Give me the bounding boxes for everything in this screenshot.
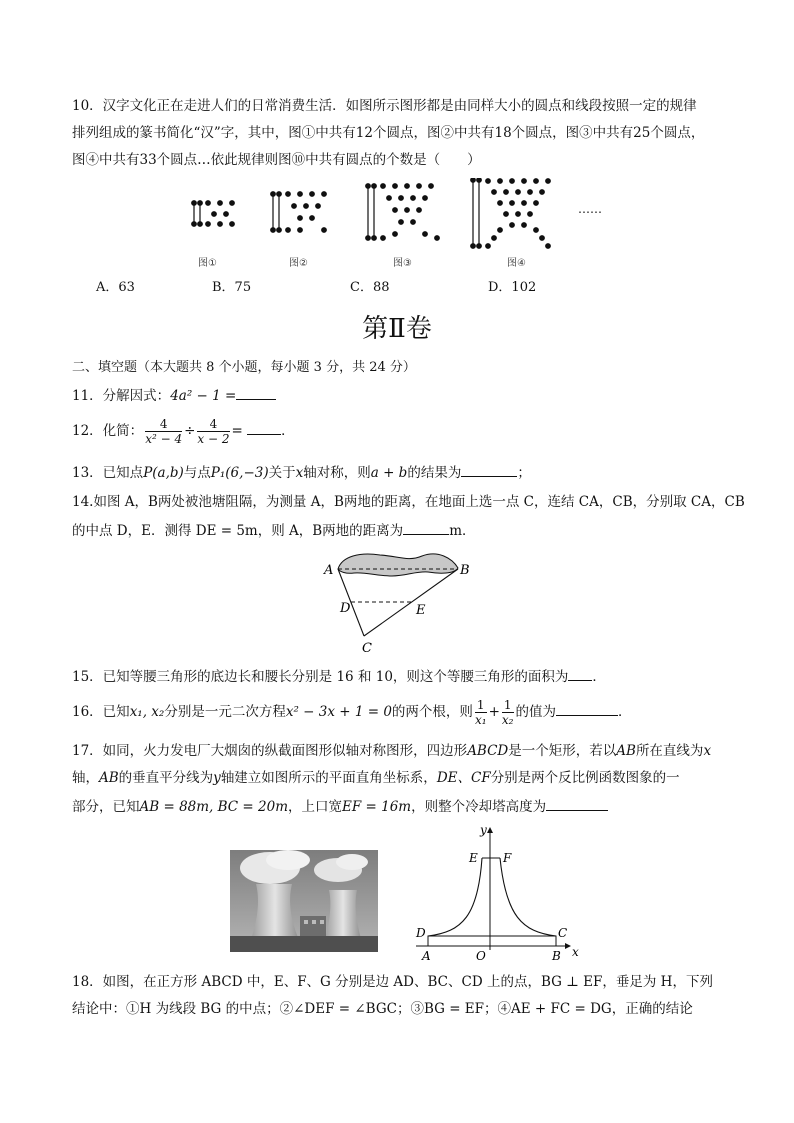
caption-figure-1: 图①: [198, 258, 217, 269]
q17-l3-c: ，则整个冷却塔高度为: [411, 799, 547, 815]
q17-l1-a: 17．如同，火力发电厂大烟囱的纵截面图形似轴对称图形，四边形: [72, 743, 468, 759]
q17-line1: [72, 741, 711, 761]
q13-text-a: 13．已知点: [72, 465, 144, 481]
q16-text-d: 的值为: [515, 704, 557, 720]
q16-answer-blank: [556, 701, 618, 716]
caption-figure-2: 图②: [289, 258, 308, 269]
q15-text: 15．已知等腰三角形的底边长和腰长分别是 16 和 10，则这个等腰三角形的面积为: [72, 669, 569, 685]
q16-text-a: 16．已知: [72, 704, 130, 720]
q17-x: x: [703, 743, 712, 759]
q17-ef: EF = 16m: [342, 799, 412, 815]
q17-y: y: [213, 770, 221, 786]
q14-line2-text: 的中点 D，E．测得 DE = 5m，则 A，B两地的距离为: [72, 523, 404, 539]
q13-a-plus-b: a + b: [370, 465, 408, 481]
q11: [72, 385, 276, 406]
q13-text-e: 的结果为: [407, 465, 462, 481]
cooling-tower-coordinate-figure: [410, 820, 580, 962]
q14-line1: 14.如图 A，B两处被池塘阻隔，为测量 A，B两地的距离，在地面上选一点 C，连结 CA，CB，分别取 CA，CB: [72, 494, 745, 510]
figures-ellipsis: ……: [578, 202, 602, 216]
q17-l2-a: 轴，: [72, 770, 99, 786]
q16-end: ．: [618, 704, 632, 720]
q16-text-c: 的两个根，则: [391, 704, 473, 720]
q16-fraction-1: $\frac{1}{\text{x₁}}$: [474, 698, 487, 727]
q14-unit: m．: [449, 523, 476, 539]
figure-1: [192, 201, 235, 227]
caption-figure-4: 图④: [507, 258, 526, 269]
label-a: A: [324, 563, 334, 578]
label-c: C: [362, 641, 372, 656]
label-o: O: [476, 949, 486, 962]
figure-2: [271, 192, 327, 233]
q12-end: ．: [281, 423, 295, 439]
label-y-axis: y: [480, 823, 487, 837]
q10-option-a: A．63: [96, 280, 135, 295]
label-d: D: [340, 601, 351, 616]
q13-text-c: 关于: [268, 465, 296, 481]
label-a: A: [422, 949, 431, 962]
label-d: D: [416, 926, 426, 940]
label-x-axis: x: [572, 945, 579, 959]
section-2-heading: 二、填空题（本大题共 8 个小题，每小题 3 分，共 24 分）: [72, 360, 416, 375]
q15-end: ．: [592, 669, 606, 685]
label-b: B: [552, 949, 561, 962]
q17-l1-c: 所在直线为: [635, 743, 704, 759]
q16-plus: +: [488, 704, 500, 720]
figure-4: [471, 178, 551, 248]
q13: [72, 462, 531, 483]
label-f: F: [503, 851, 512, 865]
q10-line2: 排列组成的篆书简化“汉”字，其中，图①中共有12个圆点，图②中共有18个圆点，图③中共有25个圆点，: [72, 125, 705, 141]
q13-x: x: [295, 465, 304, 481]
q17-l2-c: 轴建立如图所示的平面直角坐标系，: [220, 770, 437, 786]
q17-line2: [72, 768, 680, 788]
q12-fraction-1: $\frac{4}{\text{x² − 4}}$: [145, 417, 183, 446]
q17-l2-b: 的垂直平分线为: [118, 770, 214, 786]
label-b: B: [460, 563, 470, 578]
q17-abcd: ABCD: [467, 743, 509, 759]
q13-point-p1: P₁(6,−3): [210, 465, 269, 481]
pond-triangle-figure: [320, 544, 480, 656]
q16-fraction-2: $\frac{1}{\text{x₂}}$: [501, 698, 514, 727]
part-2-title: 第Ⅱ卷: [362, 314, 432, 344]
q16-roots: x₁, x₂: [129, 704, 165, 720]
q16-equation: x² − 3x + 1 = 0: [285, 704, 392, 720]
q17-l2-d: 分别是两个反比例函数图象的一: [490, 770, 680, 786]
q13-text-d: 轴对称，则: [303, 465, 371, 481]
q11-answer-blank: [236, 385, 276, 400]
q10-option-c: C．88: [350, 280, 390, 295]
q10-option-d: D．102: [488, 280, 537, 295]
q13-text-b: 与点: [183, 465, 211, 481]
q18-line2: 结论中：①H 为线段 BG 的中点；②∠DEF = ∠BGC；③BG = EF；④AE + FC = DG，正确的结论: [72, 1001, 693, 1017]
q11-expr: 4a² − 1 =: [170, 388, 237, 404]
q10-line1: 10．汉字文化正在走进人们的日常消费生活．如图所示图形都是由同样大小的圆点和线段按照一定的规律: [72, 98, 697, 114]
q14-answer-blank: [403, 520, 449, 535]
q10-option-b: B．75: [212, 280, 252, 295]
q11-prefix: 11．分解因式：: [72, 388, 171, 404]
q17-l3-b: ，上口宽: [288, 799, 342, 815]
q13-answer-blank: [461, 462, 517, 477]
q15-answer-blank: [568, 666, 592, 681]
q17-l1-b: 是一个矩形，若以: [508, 743, 617, 759]
label-e: E: [416, 603, 426, 618]
q17-l3-a: 部分，已知: [72, 799, 140, 815]
q17-de-cf: DE、CF: [436, 770, 491, 786]
q16-text-b: 分别是一元二次方程: [164, 704, 286, 720]
q13-end: ；: [517, 465, 531, 481]
q12-equals: =: [231, 423, 243, 439]
q17-given: AB = 88m, BC = 20m: [139, 799, 288, 815]
q17-answer-blank: [546, 796, 608, 811]
label-c: C: [558, 926, 568, 940]
cooling-tower-photo: [230, 850, 378, 952]
q10-line3: 图④中共有33个圆点…依此规律则图⑩中共有圆点的个数是（ ）: [72, 152, 481, 168]
q18-line1: 18．如图，在正方形 ABCD 中，E、F、G 分别是边 AD、BC、CD 上的点，BG ⊥ EF，垂足为 H，下列: [72, 974, 713, 990]
q12-prefix: 12．化简：: [72, 423, 144, 439]
q17-ab: AB: [616, 743, 636, 759]
q12-fraction-2: $\frac{4}{x - 2}$: [197, 417, 230, 446]
q16: [72, 696, 632, 728]
q12-divide: ÷: [184, 423, 196, 439]
figure-3: [366, 184, 440, 241]
label-e: E: [469, 851, 478, 865]
q12-answer-blank: [247, 420, 281, 435]
q14-line2: [72, 520, 476, 541]
q17-ab-2: AB: [99, 770, 119, 786]
han-character-figures: [180, 178, 620, 256]
q17-line3: [72, 796, 608, 817]
q15: [72, 666, 606, 687]
q13-point-p: P(a,b): [143, 465, 184, 481]
caption-figure-3: 图③: [393, 258, 412, 269]
q12: [72, 416, 295, 446]
